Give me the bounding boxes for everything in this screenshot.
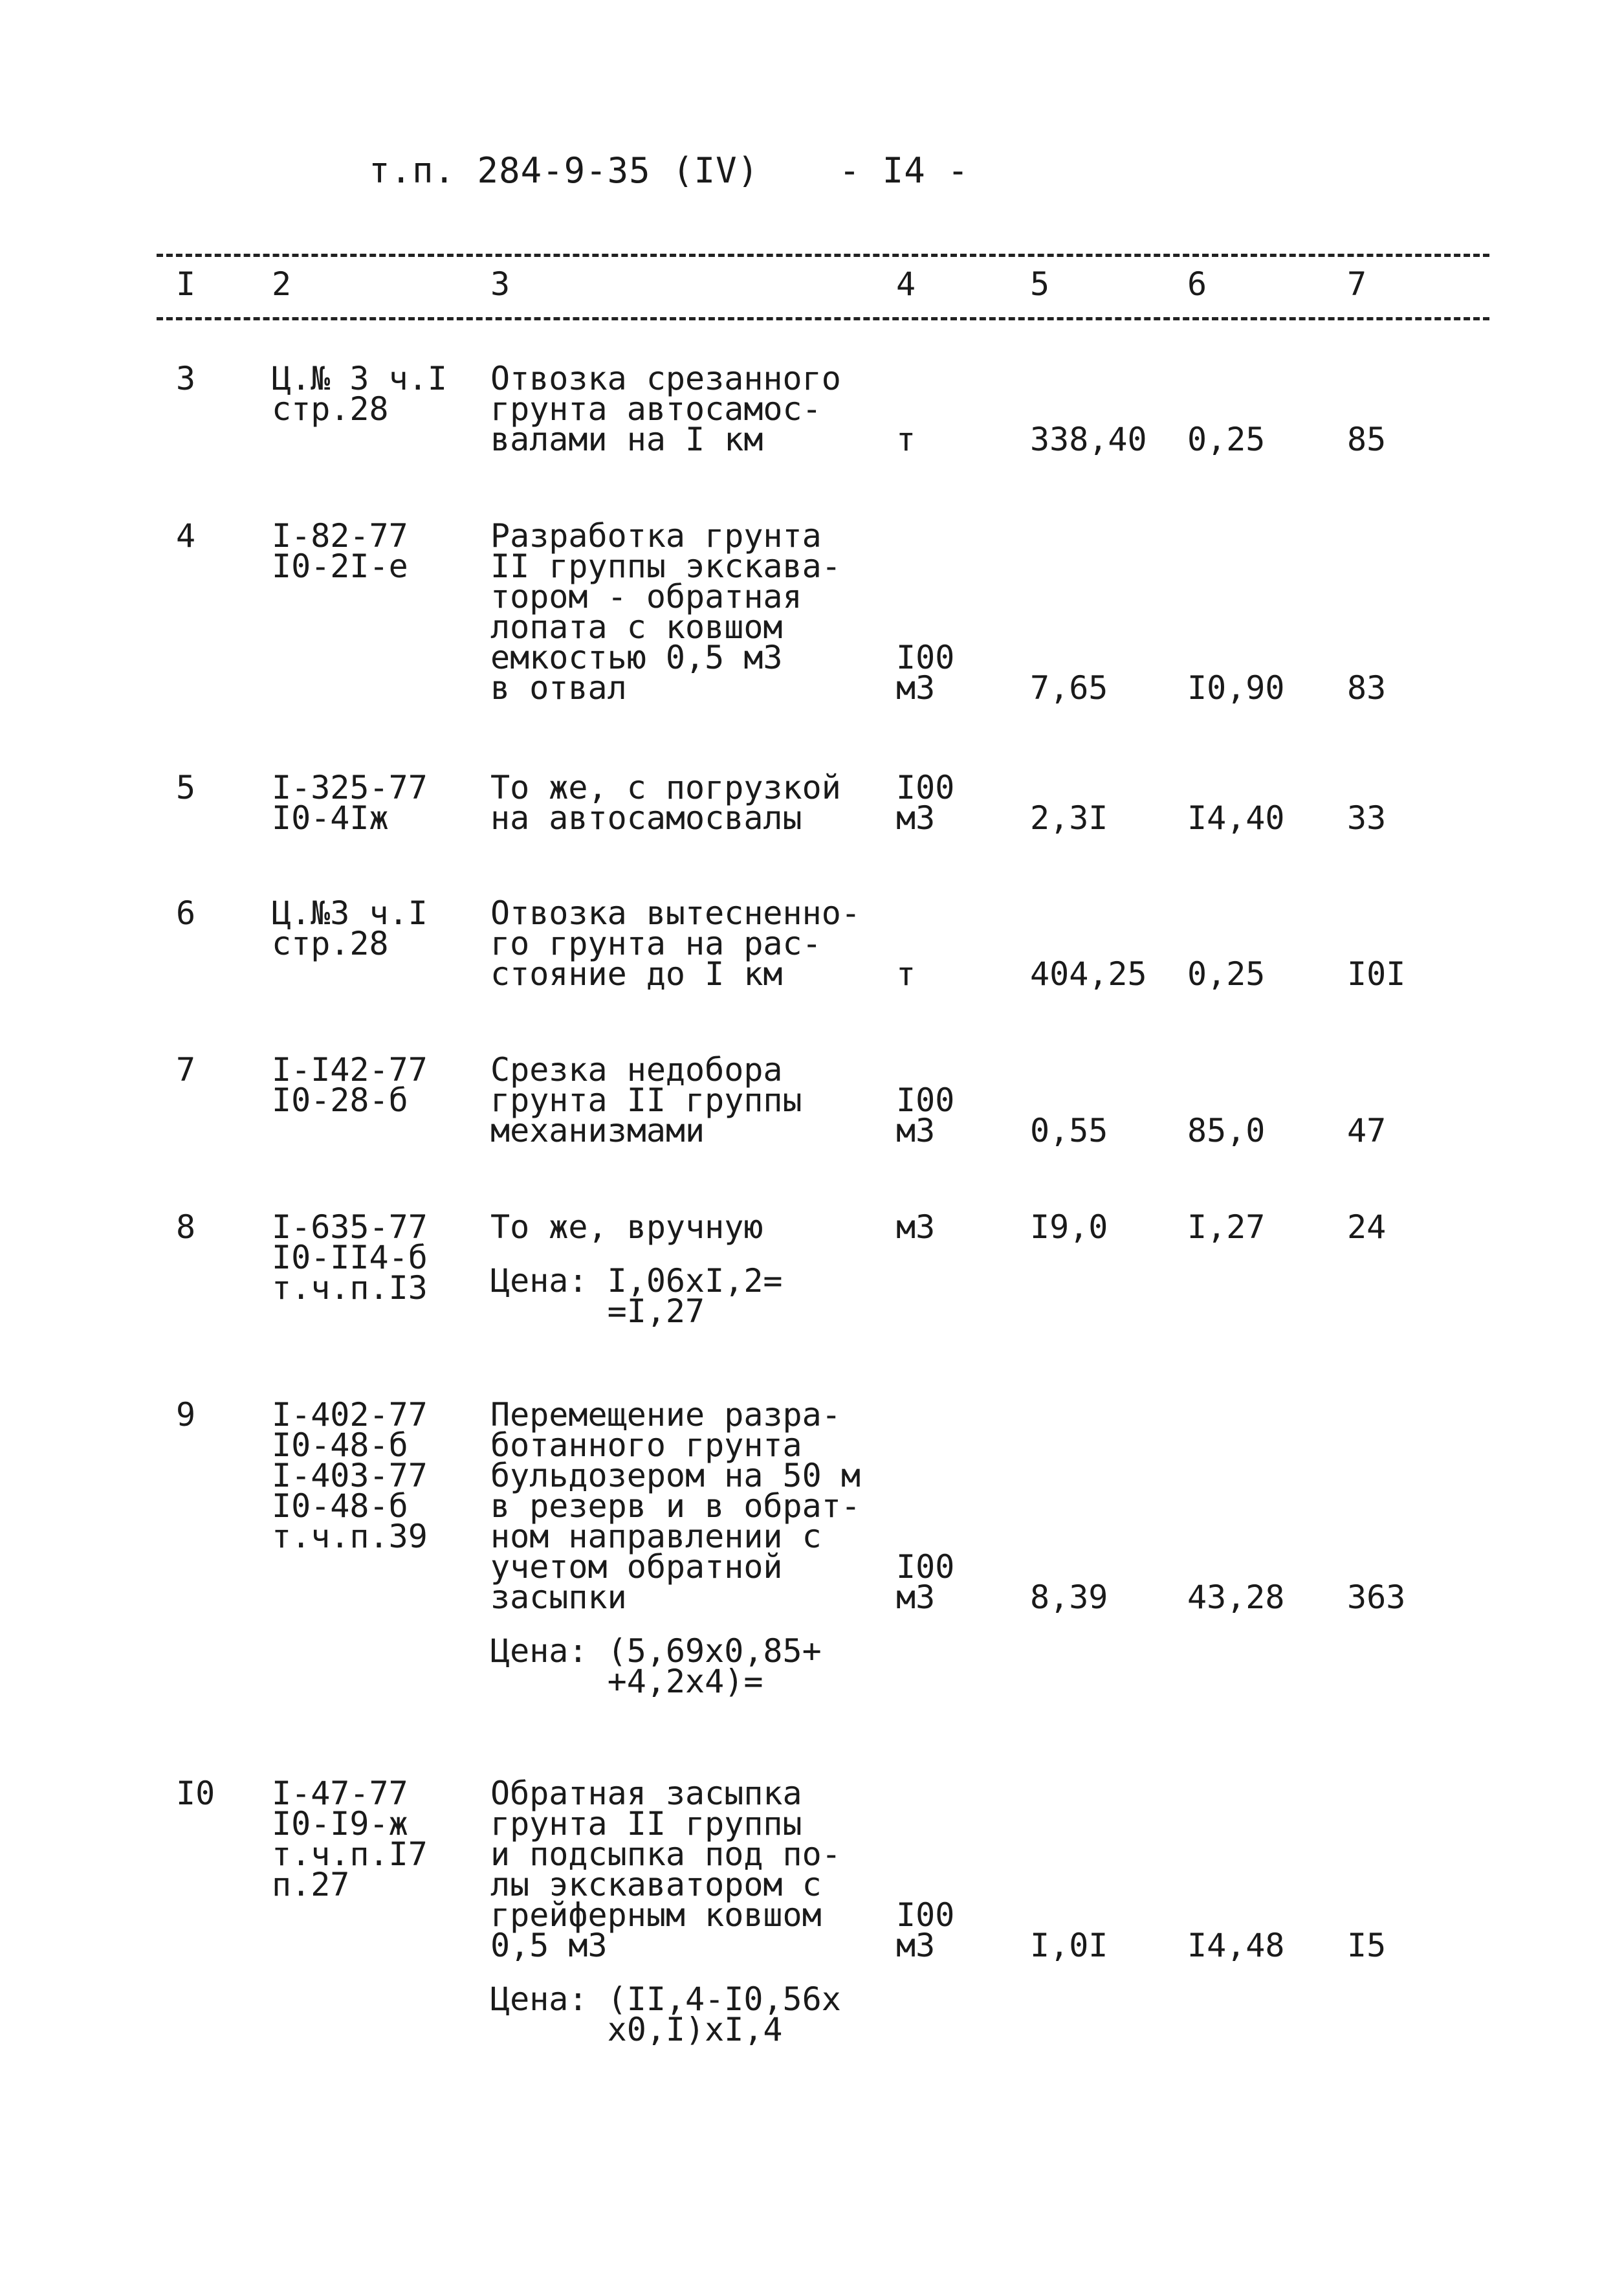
page-number: - I4 - bbox=[839, 150, 969, 191]
item-number: 9 bbox=[176, 1396, 196, 1434]
work-description bbox=[490, 1208, 783, 1330]
work-description-line: валами на I км bbox=[490, 421, 763, 458]
unit-line: м3 bbox=[896, 1579, 936, 1616]
norm-reference-line: I0-28-б bbox=[272, 1081, 408, 1119]
price-formula-line: Цена: I,06xI,2= bbox=[490, 1262, 783, 1300]
norm-reference-line: Ц.№3 ч.I bbox=[272, 894, 428, 932]
work-description-line: емкостью 0,5 м3 bbox=[490, 639, 783, 676]
unit-line: I00 bbox=[896, 639, 955, 676]
item-number: 3 bbox=[176, 360, 196, 397]
norm-reference bbox=[272, 769, 428, 837]
column-header-1: I bbox=[176, 265, 196, 303]
unit-of-measure bbox=[896, 1548, 955, 1616]
price-formula-line: x0,I)xI,4 bbox=[490, 2011, 783, 2048]
column-header-6: 6 bbox=[1187, 265, 1207, 303]
unit-rate: I4,40 bbox=[1187, 799, 1285, 837]
price-formula-line: Цена: (5,69x0,85+ bbox=[490, 1632, 822, 1670]
work-description-line: лы экскаватором с bbox=[490, 1866, 822, 1903]
work-description bbox=[490, 517, 841, 707]
norm-reference bbox=[272, 360, 447, 428]
unit-rate: 43,28 bbox=[1187, 1579, 1285, 1616]
work-description-line: в резерв и в обрат- bbox=[490, 1487, 861, 1525]
price-formula-line: +4,2x4)= bbox=[490, 1663, 763, 1700]
unit-rate: I0,90 bbox=[1187, 669, 1285, 707]
norm-reference-line: п.27 bbox=[272, 1866, 350, 1903]
unit-line: м3 bbox=[896, 1927, 936, 1964]
unit-of-measure bbox=[896, 955, 916, 993]
price-formula-line: Цена: (II,4-I0,56x bbox=[490, 1980, 841, 2018]
quantity: I9,0 bbox=[1030, 1208, 1108, 1246]
work-description-line: Срезка недобора bbox=[490, 1051, 783, 1089]
column-header-4: 4 bbox=[896, 265, 916, 303]
work-description-line: лопата с ковшом bbox=[490, 608, 783, 646]
unit-rate: I4,48 bbox=[1187, 1927, 1285, 1964]
quantity: 338,40 bbox=[1030, 421, 1147, 458]
norm-reference-line: I0-48-б bbox=[272, 1487, 408, 1525]
work-description bbox=[490, 894, 861, 993]
unit-of-measure bbox=[896, 1896, 955, 1964]
work-description-line: механизмами bbox=[490, 1112, 705, 1149]
price-formula bbox=[490, 1632, 861, 1700]
unit-line: I00 bbox=[896, 1548, 955, 1586]
item-number: I0 bbox=[176, 1775, 215, 1812]
work-description-line: То же, с погрузкой bbox=[490, 769, 841, 806]
quantity: 0,55 bbox=[1030, 1112, 1108, 1149]
work-description-line: на автосамосвалы bbox=[490, 799, 802, 837]
unit-line: т bbox=[896, 955, 916, 993]
norm-reference-line: стр.28 bbox=[272, 925, 389, 962]
norm-reference-line: I-402-77 bbox=[272, 1396, 428, 1434]
item-number: 4 bbox=[176, 517, 196, 555]
work-description-line: учетом обратной bbox=[490, 1548, 783, 1586]
norm-reference bbox=[272, 517, 408, 585]
norm-reference-line: I-403-77 bbox=[272, 1457, 428, 1494]
norm-reference bbox=[272, 1396, 428, 1555]
norm-reference-line: стр.28 bbox=[272, 390, 389, 428]
work-description bbox=[490, 1396, 861, 1700]
work-description-line: ботанного грунта bbox=[490, 1426, 802, 1464]
norm-reference-line: I-325-77 bbox=[272, 769, 428, 806]
work-description-line: II группы экскава- bbox=[490, 548, 841, 585]
norm-reference-line: I-82-77 bbox=[272, 517, 408, 555]
unit-of-measure bbox=[896, 421, 916, 458]
norm-reference bbox=[272, 894, 428, 962]
work-description-line: в отвал bbox=[490, 669, 627, 707]
unit-of-measure bbox=[896, 1081, 955, 1149]
price-formula-line: =I,27 bbox=[490, 1292, 705, 1330]
item-number: 5 bbox=[176, 769, 196, 806]
norm-reference-line: I-635-77 bbox=[272, 1208, 428, 1246]
work-description-line: ном направлении с bbox=[490, 1518, 822, 1555]
norm-reference bbox=[272, 1208, 428, 1307]
unit-of-measure bbox=[896, 769, 955, 837]
work-description-line: го грунта на рас- bbox=[490, 925, 822, 962]
unit-rate: 85,0 bbox=[1187, 1112, 1266, 1149]
total-cost: 24 bbox=[1347, 1208, 1387, 1246]
work-description bbox=[490, 1051, 802, 1149]
unit-line: I00 bbox=[896, 1081, 955, 1119]
work-description-line: Перемещение разра- bbox=[490, 1396, 841, 1434]
item-number: 8 bbox=[176, 1208, 196, 1246]
total-cost: 85 bbox=[1347, 421, 1387, 458]
unit-of-measure bbox=[896, 639, 955, 707]
total-cost: 33 bbox=[1347, 799, 1387, 837]
unit-line: м3 bbox=[896, 799, 936, 837]
norm-reference-line: т.ч.п.I7 bbox=[272, 1835, 428, 1873]
work-description-line: грунта II группы bbox=[490, 1081, 802, 1119]
unit-line: м3 bbox=[896, 669, 936, 707]
quantity: 8,39 bbox=[1030, 1579, 1108, 1616]
total-cost: 83 bbox=[1347, 669, 1387, 707]
norm-reference-line: т.ч.п.39 bbox=[272, 1518, 428, 1555]
unit-line: I00 bbox=[896, 1896, 955, 1934]
unit-line: I00 bbox=[896, 769, 955, 806]
work-description-line: грейферным ковшом bbox=[490, 1896, 822, 1934]
unit-line: т bbox=[896, 421, 916, 458]
work-description bbox=[490, 1775, 841, 2048]
column-header-3: 3 bbox=[490, 265, 510, 303]
column-header-5: 5 bbox=[1030, 265, 1050, 303]
norm-reference-line: I0-II4-б bbox=[272, 1239, 428, 1276]
column-header-7: 7 bbox=[1347, 265, 1367, 303]
norm-reference-line: Ц.№ 3 ч.I bbox=[272, 360, 447, 397]
work-description-line: тором - обратная bbox=[490, 578, 802, 615]
header-rule-top bbox=[157, 254, 1489, 257]
norm-reference-line: т.ч.п.I3 bbox=[272, 1269, 428, 1307]
work-description-line: стояние до I км bbox=[490, 955, 783, 993]
norm-reference bbox=[272, 1051, 428, 1119]
total-cost: 47 bbox=[1347, 1112, 1387, 1149]
work-description-line: грунта автосамос- bbox=[490, 390, 822, 428]
norm-reference-line: I0-4Iж bbox=[272, 799, 389, 837]
unit-rate: I,27 bbox=[1187, 1208, 1266, 1246]
price-formula bbox=[490, 1262, 783, 1330]
work-description-line: Отвозка вытесненно- bbox=[490, 894, 861, 932]
quantity: 404,25 bbox=[1030, 955, 1147, 993]
work-description-line: Разработка грунта bbox=[490, 517, 822, 555]
work-description-line: Отвозка срезанного bbox=[490, 360, 841, 397]
quantity: I,0I bbox=[1030, 1927, 1108, 1964]
total-cost: 363 bbox=[1347, 1579, 1406, 1616]
work-description-line: и подсыпка под по- bbox=[490, 1835, 841, 1873]
norm-reference-line: I-I42-77 bbox=[272, 1051, 428, 1089]
total-cost: I0I bbox=[1347, 955, 1406, 993]
price-formula bbox=[490, 1980, 841, 2048]
norm-reference-line: I0-I9-ж bbox=[272, 1805, 408, 1843]
item-number: 6 bbox=[176, 894, 196, 932]
page-header bbox=[369, 150, 969, 191]
unit-line: м3 bbox=[896, 1112, 936, 1149]
norm-reference-line: I0-48-б bbox=[272, 1426, 408, 1464]
document-code: т.п. 284-9-35 (IV) bbox=[369, 150, 760, 191]
total-cost: I5 bbox=[1347, 1927, 1387, 1964]
unit-rate: 0,25 bbox=[1187, 955, 1266, 993]
quantity: 7,65 bbox=[1030, 669, 1108, 707]
unit-line: м3 bbox=[896, 1208, 936, 1246]
work-description bbox=[490, 769, 841, 837]
norm-reference-line: I0-2I-е bbox=[272, 548, 408, 585]
header-rule-bottom bbox=[157, 317, 1489, 320]
work-description bbox=[490, 360, 841, 458]
unit-of-measure bbox=[896, 1208, 936, 1246]
work-description-line: Обратная засыпка bbox=[490, 1775, 802, 1812]
work-description-line: бульдозером на 50 м bbox=[490, 1457, 861, 1494]
norm-reference-line: I-47-77 bbox=[272, 1775, 408, 1812]
norm-reference bbox=[272, 1775, 428, 1903]
work-description-line: То же, вручную bbox=[490, 1208, 763, 1246]
column-header-2: 2 bbox=[272, 265, 292, 303]
item-number: 7 bbox=[176, 1051, 196, 1089]
quantity: 2,3I bbox=[1030, 799, 1108, 837]
work-description-line: 0,5 м3 bbox=[490, 1927, 608, 1964]
unit-rate: 0,25 bbox=[1187, 421, 1266, 458]
work-description-line: грунта II группы bbox=[490, 1805, 802, 1843]
work-description-line: засыпки bbox=[490, 1579, 627, 1616]
